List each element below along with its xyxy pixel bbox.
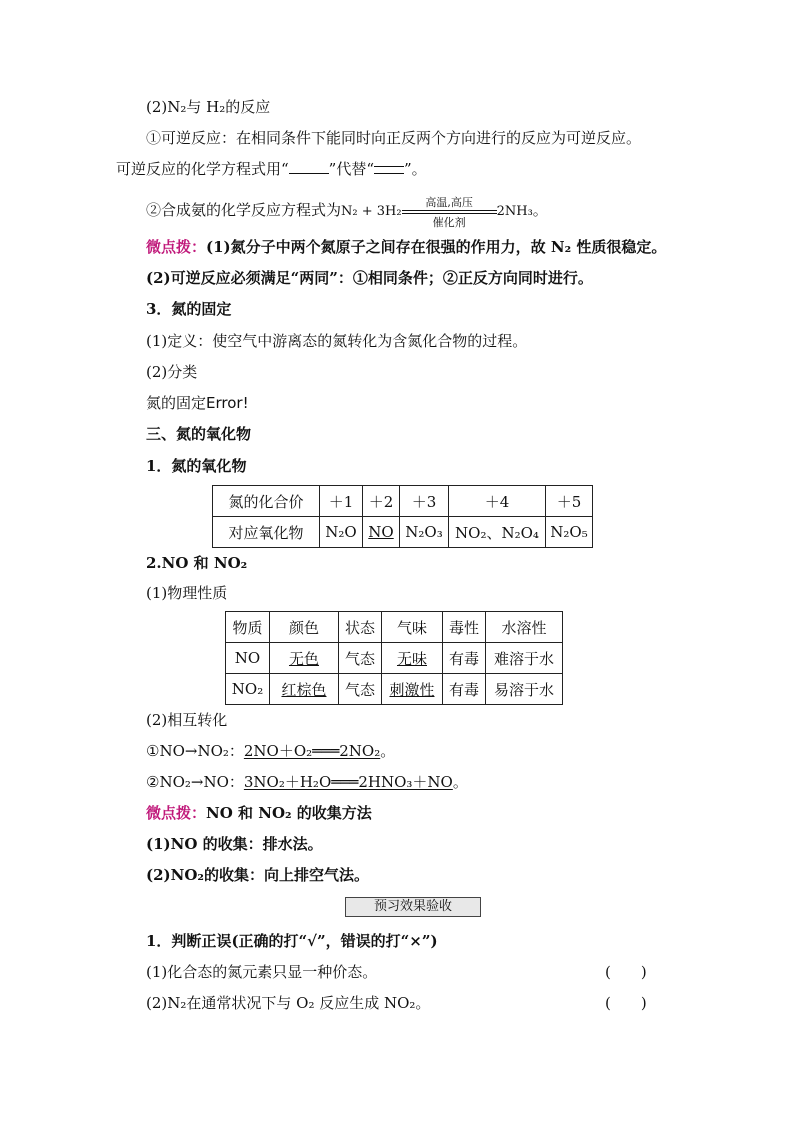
answer-blank-1[interactable]: ( ): [605, 963, 647, 981]
equals-sign-icon: [374, 166, 404, 174]
reaction-condition-arrow: 高温,高压 催化剂: [402, 200, 497, 222]
physical-properties-table: [225, 611, 563, 705]
question-2: (2)N₂在通常状况下与 O₂ 反应生成 NO₂。: [146, 994, 431, 1012]
tip-1: 微点拨：(1)氮分子中两个氮原子之间存在很强的作用力，故 N₂ 性质很稳定。: [146, 238, 667, 256]
section-3-heading: 三、氮的氧化物: [146, 425, 252, 443]
collect-no2: (2)NO₂的收集：向上排空气法。: [146, 866, 369, 884]
table-row: NO 无色 气态 无味 有毒 难溶于水: [226, 643, 563, 674]
tip-2: 微点拨：NO 和 NO₂ 的收集方法: [146, 804, 372, 822]
conversion-1: ①NO→NO₂：2NO＋O₂═══2NO₂。: [146, 742, 396, 760]
collect-no: (1)NO 的收集：排水法。: [146, 835, 323, 853]
section-heading-n2-h2: (2)N₂与 H₂的反应: [146, 98, 271, 116]
nitrogen-fixation-error: 氮的固定Error!: [146, 394, 249, 412]
tip-1-line2: (2)可逆反应必须满足“两同”：①相同条件；②正反方向同时进行。: [146, 269, 593, 287]
answer-blank-2[interactable]: ( ): [605, 994, 647, 1012]
table-row: 对应氧化物 N₂O NO N₂O₃ NO₂、N₂O₄ N₂O₅: [213, 517, 593, 548]
no-no2-heading: 2.NO 和 NO₂: [146, 554, 248, 572]
table-row: 物质 颜色 状态 气味 毒性 水溶性: [226, 612, 563, 643]
nitrogen-fixation-heading: 3．氮的固定: [146, 300, 232, 318]
question-1: (1)化合态的氮元素只显一种价态。: [146, 963, 378, 981]
nitrogen-fixation-definition: (1)定义：使空气中游离态的氮转化为含氮化合物的过程。: [146, 332, 528, 350]
conversion-2: ②NO₂→NO：3NO₂＋H₂O═══2HNO₃＋NO。: [146, 773, 468, 791]
physical-properties-heading: (1)物理性质: [146, 584, 228, 602]
reversible-definition: ①可逆反应：在相同条件下能同时向正反两个方向进行的反应为可逆反应。: [146, 129, 642, 147]
oxides-heading: 1．氮的氧化物: [146, 457, 247, 475]
table-row: 氮的化合价 ＋1 ＋2 ＋3 ＋4 ＋5: [213, 486, 593, 517]
table-row: NO₂ 红棕色 气态 刺激性 有毒 易溶于水: [226, 674, 563, 705]
interconversion-heading: (2)相互转化: [146, 711, 228, 729]
nitrogen-fixation-classification: (2)分类: [146, 363, 198, 381]
reversible-arrow-icon: [289, 167, 329, 174]
ammonia-synthesis-line: ②合成氨的化学反应方程式为N₂ + 3H₂ 高温,高压 催化剂 2NH₃。: [146, 196, 548, 229]
reversible-symbol-line: 可逆反应的化学方程式用“ ”代替“ ”。: [116, 160, 427, 178]
preview-check-banner: 预习效果验收: [345, 897, 481, 917]
oxides-table: [212, 485, 593, 548]
question-heading: 1．判断正误(正确的打“√”，错误的打“×”): [146, 932, 438, 950]
